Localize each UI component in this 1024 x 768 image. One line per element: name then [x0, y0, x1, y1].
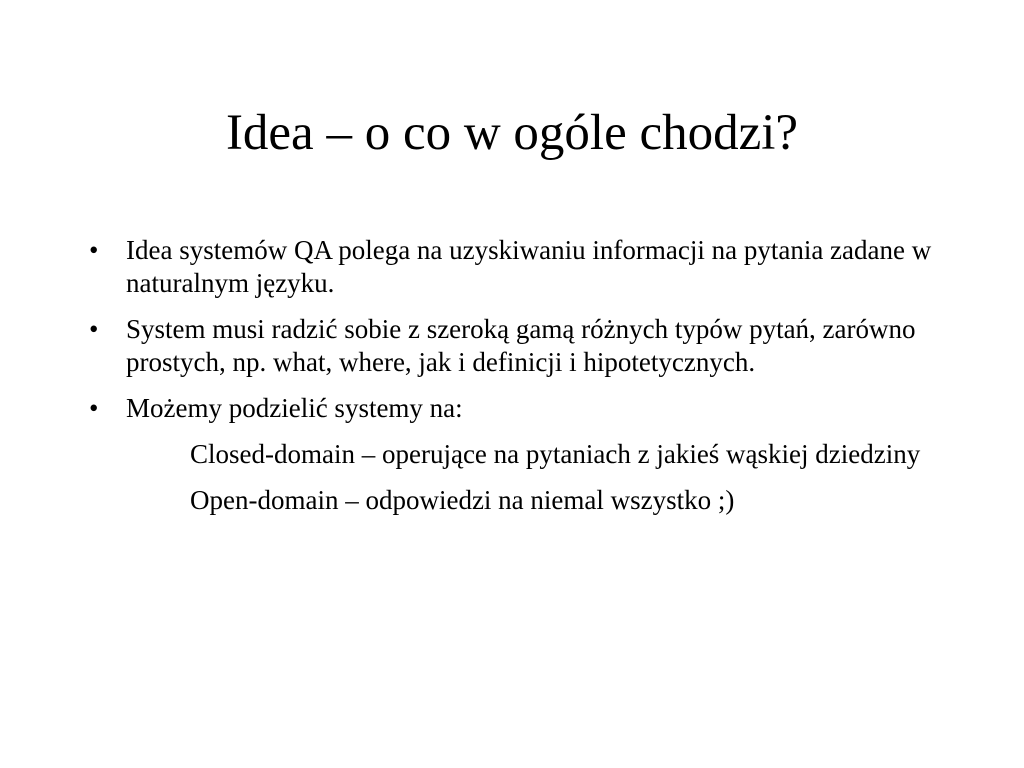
bullet-item-2: [80, 313, 940, 379]
bullet-icon: •: [89, 235, 99, 265]
slide-body: [80, 234, 940, 530]
sub-item-text-2: Open-domain – odpowiedzi na niemal wszystko ;): [190, 485, 735, 515]
sub-item-text-1: Closed-domain – operujące na pytaniach z jakieś wąskiej dziedziny: [190, 439, 921, 469]
bullet-item-1: [80, 234, 940, 300]
bullet-text-3: Możemy podzielić systemy na:: [126, 393, 463, 423]
sub-item-open-domain: [80, 484, 940, 517]
bullet-text-1: Idea systemów QA polega na uzyskiwaniu informacji na pytania zadane w naturalnym języku.: [126, 235, 932, 298]
slide-title: Idea – o co w ogóle chodzi?: [225, 105, 799, 161]
bullet-icon: •: [89, 314, 99, 344]
bullet-text-2: System musi radzić sobie z szeroką gamą różnych typów pytań, zarówno prostych, np. what, where, jak i definicji i hipotetycznych.: [126, 314, 916, 377]
sub-item-closed-domain: [80, 438, 940, 471]
bullet-item-3: [80, 392, 940, 425]
bullet-icon: •: [89, 393, 99, 423]
